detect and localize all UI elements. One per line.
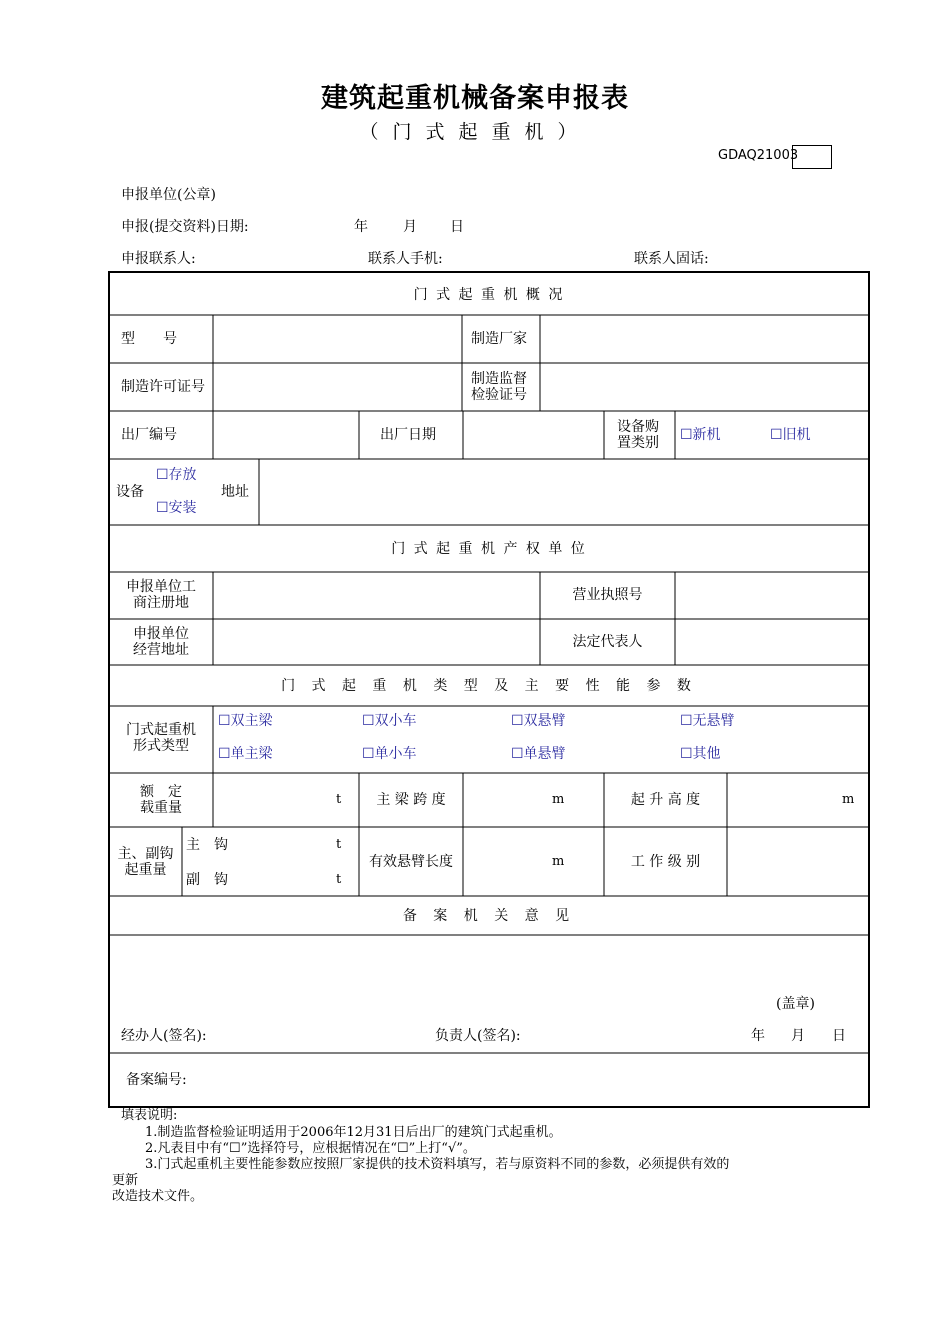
- section-ownership: 门 式 起 重 机 产 权 单 位: [391, 541, 587, 557]
- reg-label-line1: 申报单位工: [126, 579, 196, 595]
- note-3: 3.门式起重机主要性能参数应按照厂家提供的技术资料填写，若与原资料不同的参数，必须提供有效的: [145, 1157, 730, 1172]
- form-title: 建筑起重机械备案申报表: [321, 83, 629, 114]
- lift-height-label: 起 升 高 度: [630, 792, 701, 808]
- handler-label: 经办人(签名):: [121, 1028, 207, 1044]
- inspection-label-line2: 检验证号: [471, 387, 527, 403]
- section-params: 门 式 起 重 机 类 型 及 主 要 性 能 参 数: [281, 678, 697, 694]
- record-no-label: 备案编号:: [126, 1072, 187, 1088]
- responsible-label: 负责人(签名):: [435, 1028, 521, 1044]
- submit-year: 年: [354, 219, 368, 235]
- type-label-line2: 形式类型: [133, 738, 189, 754]
- legal-rep-label: 法定代表人: [572, 634, 643, 650]
- cantilever-unit: m: [552, 854, 565, 869]
- option-no-cantilever[interactable]: ☐无悬臂: [680, 713, 735, 729]
- hook-label-line1: 主、副钩: [117, 846, 174, 862]
- span-label: 主 梁 跨 度: [376, 792, 446, 808]
- address-label: 地址: [221, 484, 249, 500]
- option-single-trolley[interactable]: ☐单小车: [362, 746, 417, 762]
- opinion-day: 日: [832, 1028, 846, 1044]
- option-single-cantilever[interactable]: ☐单悬臂: [511, 746, 566, 762]
- aux-hook-label: 副 钩: [186, 872, 228, 888]
- work-class-label: 工 作 级 别: [630, 854, 701, 870]
- option-double-cantilever[interactable]: ☐双悬臂: [511, 713, 566, 729]
- purchase-label-line1: 设备购: [617, 419, 659, 435]
- contact-label: 申报联系人:: [121, 251, 196, 267]
- factory-date-label: 出厂日期: [380, 427, 436, 443]
- form-subtitle: （门式起重机）: [359, 121, 591, 143]
- note-2: 2.凡表目中有“☐”选择符号，应根据情况在“☐”上打“√”。: [145, 1141, 476, 1156]
- applicant-unit-label: 申报单位(公章): [121, 187, 216, 203]
- option-double-trolley[interactable]: ☐双小车: [362, 713, 417, 729]
- seal-label: (盖章): [776, 996, 815, 1012]
- hook-label-line2: 起重量: [124, 862, 167, 878]
- cantilever-label: 有效悬臂长度: [369, 854, 453, 870]
- option-single-girder[interactable]: ☐单主梁: [218, 746, 273, 762]
- option-other[interactable]: ☐其他: [680, 746, 721, 762]
- section-overview: 门 式 起 重 机 概 况: [413, 287, 565, 303]
- inspection-label-line1: 制造监督: [471, 371, 527, 387]
- submit-date-label: 申报(提交资料)日期:: [121, 219, 249, 235]
- span-unit: m: [552, 792, 565, 807]
- license-label: 制造许可证号: [121, 379, 205, 395]
- note-3-end: 改造技术文件。: [112, 1189, 204, 1204]
- option-storage[interactable]: ☐存放: [156, 467, 197, 483]
- note-3-cont: 更新: [112, 1173, 139, 1188]
- option-old[interactable]: ☐旧机: [770, 427, 811, 443]
- main-hook-unit: t: [336, 837, 342, 852]
- aux-hook-unit: t: [336, 872, 342, 887]
- type-label-line1: 门式起重机: [126, 722, 196, 738]
- biz-label-line1: 申报单位: [133, 626, 189, 642]
- submit-month: 月: [403, 219, 417, 235]
- option-double-girder[interactable]: ☐双主梁: [218, 713, 273, 729]
- phone-label: 联系人固话:: [634, 251, 709, 267]
- opinion-year: 年: [751, 1028, 765, 1044]
- purchase-label-line2: 置类别: [617, 435, 659, 451]
- rated-label-line2: 载重量: [140, 800, 182, 816]
- submit-day: 日: [450, 219, 464, 235]
- equipment-label: 设备: [116, 484, 144, 500]
- opinion-month: 月: [791, 1028, 805, 1044]
- model-label: 型 号: [121, 331, 177, 347]
- biz-label-line2: 经营地址: [133, 642, 189, 658]
- serial-label: 出厂编号: [121, 427, 177, 443]
- lift-height-unit: m: [842, 792, 855, 807]
- section-opinion: 备 案 机 关 意 见: [402, 908, 576, 924]
- form-code: GDAQ21003: [718, 148, 799, 163]
- reg-label-line2: 商注册地: [133, 595, 189, 611]
- note-1: 1.制造监督检验证明适用于2006年12月31日后出厂的建筑门式起重机。: [145, 1125, 562, 1140]
- option-install[interactable]: ☐安装: [156, 500, 197, 516]
- main-hook-label: 主 钩: [186, 837, 228, 853]
- manufacturer-label: 制造厂家: [471, 331, 527, 347]
- license-no-label: 营业执照号: [572, 587, 643, 603]
- rated-unit: t: [336, 792, 342, 807]
- mobile-label: 联系人手机:: [368, 251, 443, 267]
- option-new[interactable]: ☐新机: [680, 427, 721, 443]
- rated-label-line1: 额 定: [140, 784, 182, 800]
- notes-heading: 填表说明:: [121, 1108, 178, 1123]
